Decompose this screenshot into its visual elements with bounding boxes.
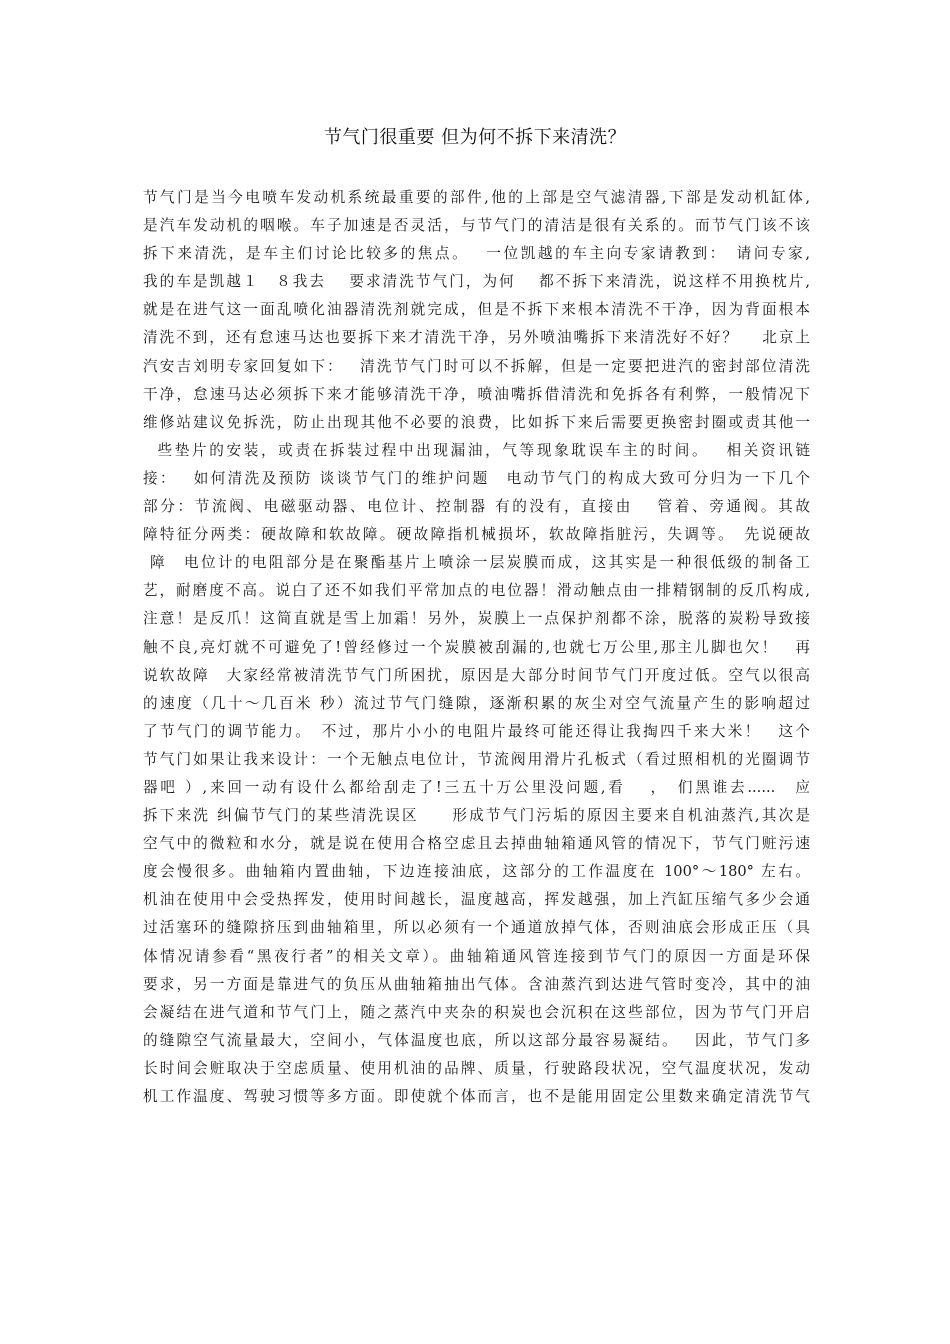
body-line: 拆下来清洗，是车主们讨论比较多的焦点。 一位凯越的车主向专家请教到： 请问专家,	[143, 245, 810, 263]
body-line: 部分：节流阀、电磁驱动器、电位计、控制器 有的没有，直接由 管着、旁通阀。其故	[143, 498, 810, 516]
body-line: 会凝结在进气道和节气门上，随之蒸汽中夹杂的积炭也会沉积在这些部位，因为节气门开启	[143, 1003, 810, 1021]
body-line: 器吧 ）,来回一动有设什么都给刮走了!三五十万公里没问题,看 ， 们黑谁去...... 应	[143, 778, 810, 796]
body-line: 清洗不到，还有怠速马达也要拆下来才清洗干净，另外喷油嘴拆下来清洗好不好？ 北京上	[143, 329, 810, 347]
body-line: 些垫片的安装，或责在拆装过程中出现漏油，气等现象耽误车主的时间。 相关资讯链	[143, 441, 810, 459]
body-line: 机油在使用中会受热挥发，使用时间越长，温度越高，挥发越强，加上汽缸压缩气多少会通	[143, 891, 810, 909]
body-line: 维修站建议免拆洗，防止出现其他不必要的浪费，比如拆下来后需要更换密封圈或责其他一	[143, 413, 810, 431]
body-line: 注意！是反爪！这简直就是雪上加霜！另外，炭膜上一点保护剂都不涂，脱落的炭粉导致接	[143, 610, 810, 628]
body-line: 要求，另一方面是靠进气的负压从曲轴箱抽出气体。含油蒸汽到达进气管时变冷，其中的油	[143, 975, 810, 993]
body-line: 是汽车发动机的咽喉。车子加速是否灵活，与节气门的清洁是很有关系的。而节气门该不该	[143, 217, 810, 235]
body-line: 过活塞环的缝隙挤压到曲轴箱里，所以必须有一个通道放掉气体，否则油底会形成正压（具	[143, 919, 810, 937]
body-line: 汽安吉刘明专家回复如下： 清洗节气门时可以不拆解，但是一定要把进汽的密封部位清洗	[143, 357, 810, 375]
body-line: 说软故障 大家经常被清洗节气门所困扰，原因是大部分时间节气门开度过低。空气以很高	[143, 666, 810, 684]
body-line: 了节气门的调节能力。 不过，那片小小的电阻片最终可能还得让我掏四千来大米！ 这个	[143, 722, 810, 740]
body-line: 障 电位计的电阻部分是在聚酯基片上喷涂一层炭膜而成，这其实是一种很低级的制备工	[143, 554, 810, 572]
body-line: 节气门如果让我来设计：一个无触点电位计，节流阀用滑片孔板式（看过照相机的光圈调节	[143, 750, 810, 768]
body-line: 的缝隙空气流量最大，空间小，气体温度也底，所以这部分最容易凝结。 因此，节气门多	[143, 1031, 810, 1049]
body-line: 干净，怠速马达必须拆下来才能够清洗干净，喷油嘴拆借清洗和免拆各有利弊，一般情况下	[143, 385, 810, 403]
body-line: 节气门是当今电喷车发动机系统最重要的部件,他的上部是空气滤清器,下部是发动机缸体,	[143, 189, 810, 206]
document-body	[143, 184, 810, 1111]
body-line: 就是在进气这一面乱喷化油器清洗剂就完成，但是不拆下来根本清洗不干净，因为背面根本	[143, 301, 810, 319]
body-line: 度会慢很多。曲轴箱内置曲轴，下边连接油底，这部分的工作温度在 100°～180° 左右。	[143, 863, 810, 881]
body-line: 触不良,亮灯就不可避免了!曾经修过一个炭膜被刮漏的,也就七万公里,那主儿脚也欠！ 再	[143, 638, 810, 656]
document-title: 节气门很重要 但为何不拆下来清洗？	[323, 127, 627, 148]
body-line: 空气中的微粒和水分，就是说在使用合格空虑且去掉曲轴箱通风管的情况下，节气门赃污速	[143, 835, 810, 853]
body-line: 接： 如何清洗及预防 谈谈节气门的维护问题 电动节气门的构成大致可分归为一下几个	[143, 469, 810, 487]
body-line: 的速度（几十～几百米 秒）流过节气门缝隙，逐渐积累的灰尘对空气流量产生的影响超过	[143, 694, 810, 712]
body-line: 我的车是凯越１ ８我去 要求清洗节气门，为何 都不拆下来清洗，说这样不用换枕片,	[143, 273, 810, 291]
body-line: 拆下来洗 纠偏节气门的某些清洗误区 形成节气门污垢的原因主要来自机油蒸汽,其次是	[143, 807, 810, 825]
body-line: 障特征分两类：硬故障和软故障。硬故障指机械损坏，软故障指脏污，失调等。 先说硬故	[143, 526, 810, 544]
body-line: 艺，耐磨度不高。说白了还不如我们平常加点的电位器！滑动触点由一排精钢制的反爪构成,	[143, 582, 810, 600]
body-line: 机工作温度、驾驶习惯等多方面。即使就个体而言，也不是能用固定公里数来确定清洗节气	[143, 1088, 810, 1105]
body-line: 体情况请参看“黑夜行者”的相关文章）。曲轴箱通风管连接到节气门的原因一方面是环保	[143, 947, 810, 965]
body-line: 长时间会赃取决于空虑质量、使用机油的品牌、质量，行驶路段状况，空气温度状况，发动	[143, 1059, 810, 1077]
